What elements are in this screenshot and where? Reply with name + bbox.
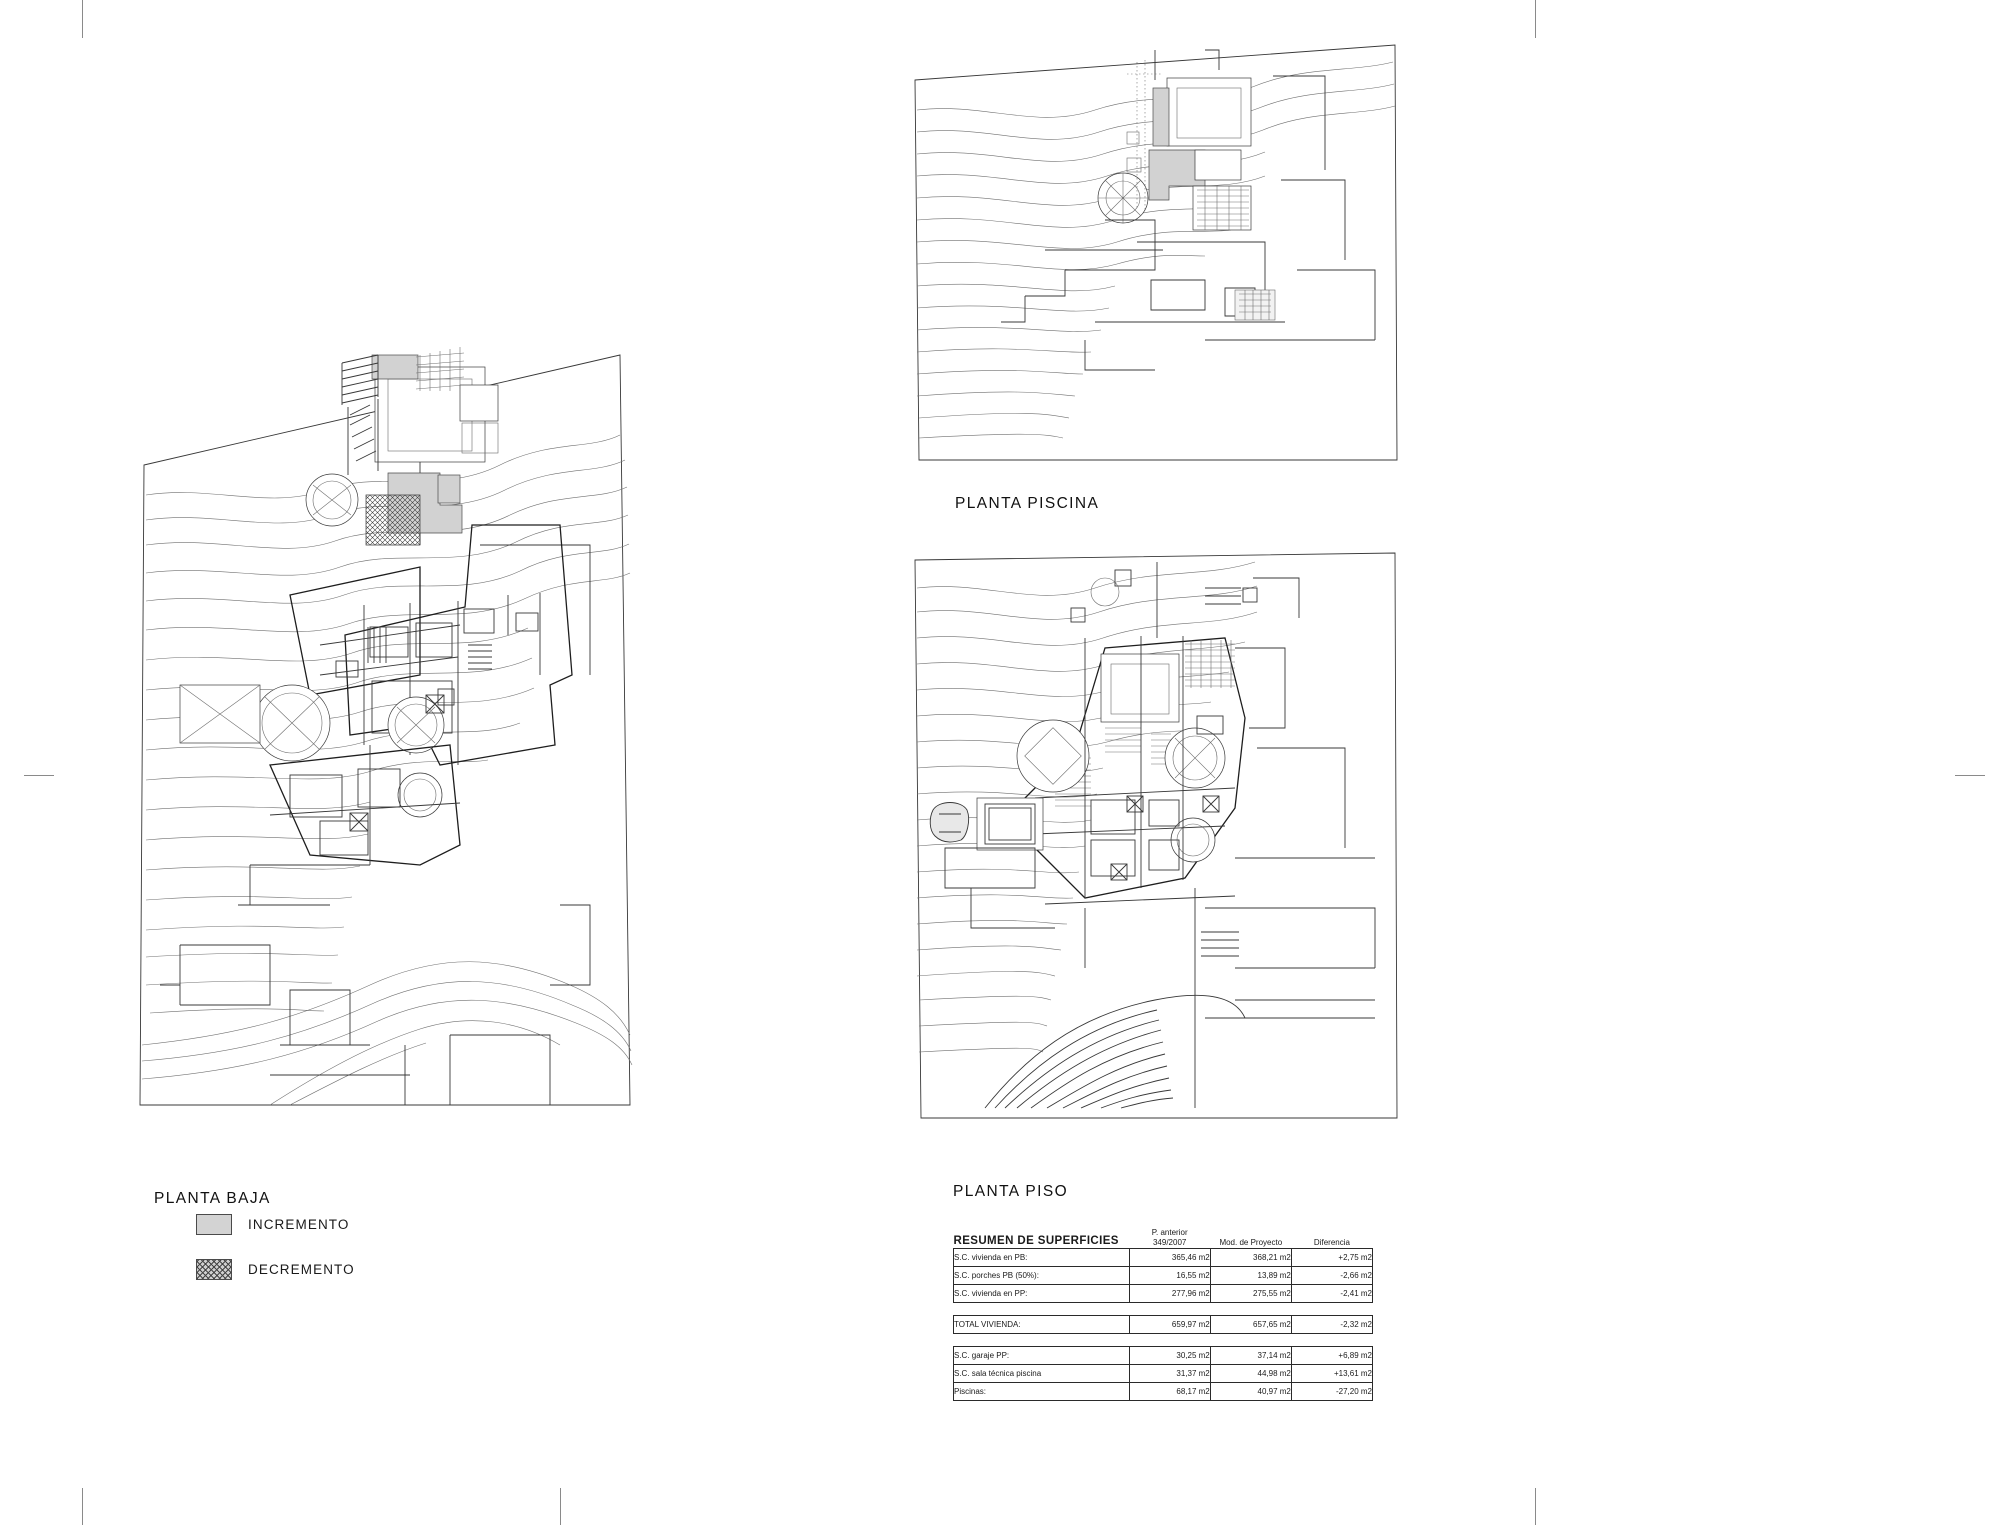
row-concept: S.C. vivienda en PP: bbox=[954, 1285, 1130, 1303]
row-modified: 368,21 m2 bbox=[1210, 1249, 1291, 1267]
row-previous: 277,96 m2 bbox=[1129, 1285, 1210, 1303]
row-modified: 657,65 m2 bbox=[1210, 1316, 1291, 1334]
summary-col-modified-label: Mod. de Proyecto bbox=[1219, 1238, 1283, 1247]
row-concept: S.C. vivienda en PB: bbox=[954, 1249, 1130, 1267]
row-modified: 275,55 m2 bbox=[1210, 1285, 1291, 1303]
crop-mark-bottom-left bbox=[82, 1488, 83, 1525]
row-modified: 13,89 m2 bbox=[1210, 1267, 1291, 1285]
summary-col-difference-label: Diferencia bbox=[1313, 1238, 1350, 1247]
table-row bbox=[954, 1347, 1373, 1365]
legend-label-incremento: INCREMENTO bbox=[248, 1216, 350, 1232]
row-previous: 659,97 m2 bbox=[1129, 1316, 1210, 1334]
row-difference: -2,66 m2 bbox=[1291, 1267, 1372, 1285]
summary-col-previous-label: P. anterior bbox=[1151, 1228, 1188, 1237]
row-previous: 30,25 m2 bbox=[1129, 1347, 1210, 1365]
table-spacer bbox=[954, 1334, 1373, 1347]
plan-planta-baja bbox=[120, 345, 650, 1207]
summary-col-previous-sublabel: 349/2007 bbox=[1152, 1238, 1187, 1247]
plan-planta-piso bbox=[905, 548, 1415, 1200]
surface-summary-table bbox=[953, 1228, 1373, 1401]
table-row bbox=[954, 1249, 1373, 1267]
row-concept: Piscinas: bbox=[954, 1383, 1130, 1401]
legend-item-incremento bbox=[196, 1210, 355, 1238]
row-modified: 44,98 m2 bbox=[1210, 1365, 1291, 1383]
legend bbox=[196, 1210, 355, 1300]
crop-mark-top-left bbox=[82, 0, 83, 38]
summary-col-modified bbox=[1210, 1228, 1291, 1249]
row-difference: +13,61 m2 bbox=[1291, 1365, 1372, 1383]
increment-swatch-icon bbox=[196, 1214, 232, 1235]
table-row bbox=[954, 1285, 1373, 1303]
row-concept: S.C. porches PB (50%): bbox=[954, 1267, 1130, 1285]
summary-col-previous bbox=[1129, 1228, 1210, 1249]
row-previous: 68,17 m2 bbox=[1129, 1383, 1210, 1401]
plan-label-planta-baja: PLANTA BAJA bbox=[154, 1190, 271, 1207]
summary-title: RESUMEN DE SUPERFICIES bbox=[953, 1234, 1119, 1247]
crop-mark-bottom-center bbox=[560, 1488, 561, 1525]
crop-mark-left-middle bbox=[24, 775, 54, 776]
legend-label-decremento: DECREMENTO bbox=[248, 1261, 355, 1277]
row-previous: 365,46 m2 bbox=[1129, 1249, 1210, 1267]
row-concept: TOTAL VIVIENDA: bbox=[954, 1316, 1130, 1334]
row-difference: -2,41 m2 bbox=[1291, 1285, 1372, 1303]
row-concept: S.C. garaje PP: bbox=[954, 1347, 1130, 1365]
decrement-swatch-icon bbox=[196, 1259, 232, 1280]
table-row bbox=[954, 1365, 1373, 1383]
crop-mark-bottom-right bbox=[1535, 1488, 1536, 1525]
plan-planta-piscina bbox=[905, 40, 1415, 510]
row-difference: -2,32 m2 bbox=[1291, 1316, 1372, 1334]
row-concept: S.C. sala técnica piscina bbox=[954, 1365, 1130, 1383]
table-row bbox=[954, 1383, 1373, 1401]
plan-label-planta-piscina: PLANTA PISCINA bbox=[955, 495, 1100, 512]
legend-item-decremento bbox=[196, 1255, 355, 1283]
crop-mark-right-middle bbox=[1955, 775, 1985, 776]
row-difference: +6,89 m2 bbox=[1291, 1347, 1372, 1365]
table-row-total bbox=[954, 1316, 1373, 1334]
crop-mark-top-center bbox=[1535, 0, 1536, 38]
table-spacer bbox=[954, 1303, 1373, 1316]
summary-col-difference bbox=[1291, 1228, 1372, 1249]
row-modified: 40,97 m2 bbox=[1210, 1383, 1291, 1401]
row-previous: 16,55 m2 bbox=[1129, 1267, 1210, 1285]
plan-label-planta-piso: PLANTA PISO bbox=[953, 1183, 1069, 1200]
row-modified: 37,14 m2 bbox=[1210, 1347, 1291, 1365]
row-previous: 31,37 m2 bbox=[1129, 1365, 1210, 1383]
table-row bbox=[954, 1267, 1373, 1285]
row-difference: +2,75 m2 bbox=[1291, 1249, 1372, 1267]
row-difference: -27,20 m2 bbox=[1291, 1383, 1372, 1401]
